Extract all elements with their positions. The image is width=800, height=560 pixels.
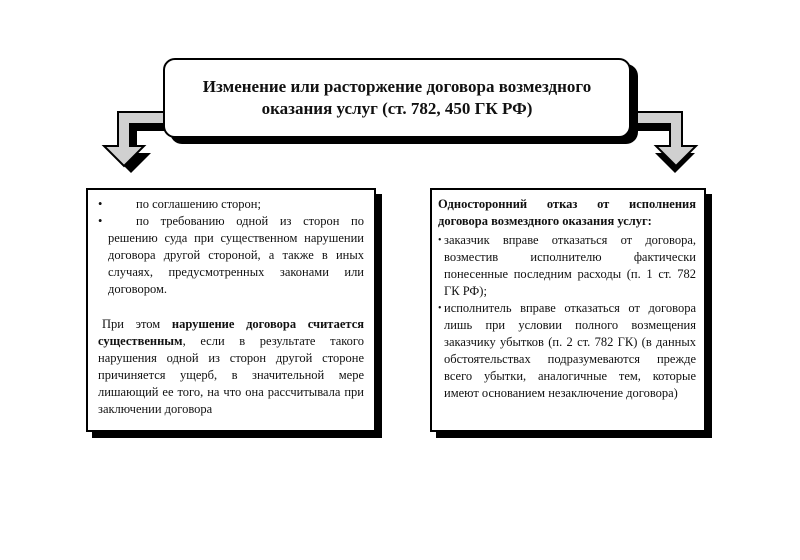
list-item — [438, 232, 696, 300]
note-bold: нарушение договора считается существенным — [98, 317, 364, 348]
title-line-2: оказания услуг (ст. 782, 450 ГК РФ) — [261, 99, 533, 118]
note-paragraph — [98, 316, 364, 418]
list-item-text: исполнитель вправе отказаться от договора лишь при условии полного возмещения заказчику убытков (п. 2 ст. 782 ГК) (в данных обстоятельствах подразумеваются прежде всего убытки, аналогичные тем, которые имеют основанием незаключение договора) — [444, 301, 696, 400]
right-panel-heading: Односторонний отказ от исполнения договора возмездного оказания услуг: — [438, 197, 696, 228]
bullet-icon: • — [438, 303, 442, 314]
list-item — [438, 300, 696, 402]
bullet-icon: • — [98, 214, 103, 228]
list-item-text: по требованию одной из сторон по решению суда при существенном нарушении договора другой стороной, а также в иных случаях, предусмотренных законами или договором. — [108, 214, 364, 296]
right-panel — [430, 188, 706, 432]
note-rest: , если в результате такого нарушения одной из сторон другой стороне причиняется ущерб, в значительной мере лишающий ее того, на что она рассчитывала при заключении договора — [98, 334, 364, 416]
list-item — [98, 213, 364, 298]
list-item — [98, 196, 364, 213]
bullet-icon: • — [98, 197, 103, 211]
title-box — [163, 58, 631, 138]
list-item-text: по соглашению сторон; — [136, 197, 261, 211]
list-item-text: заказчик вправе отказаться от договора, возместив исполнителю фактически понесенные последним расходы (п. 1 ст. 782 ГК РФ); — [444, 233, 696, 298]
left-panel — [86, 188, 376, 432]
note-prefix: При этом — [102, 317, 172, 331]
title-line-1: Изменение или расторжение договора возмездного — [202, 77, 592, 96]
bullet-icon: • — [438, 235, 442, 246]
